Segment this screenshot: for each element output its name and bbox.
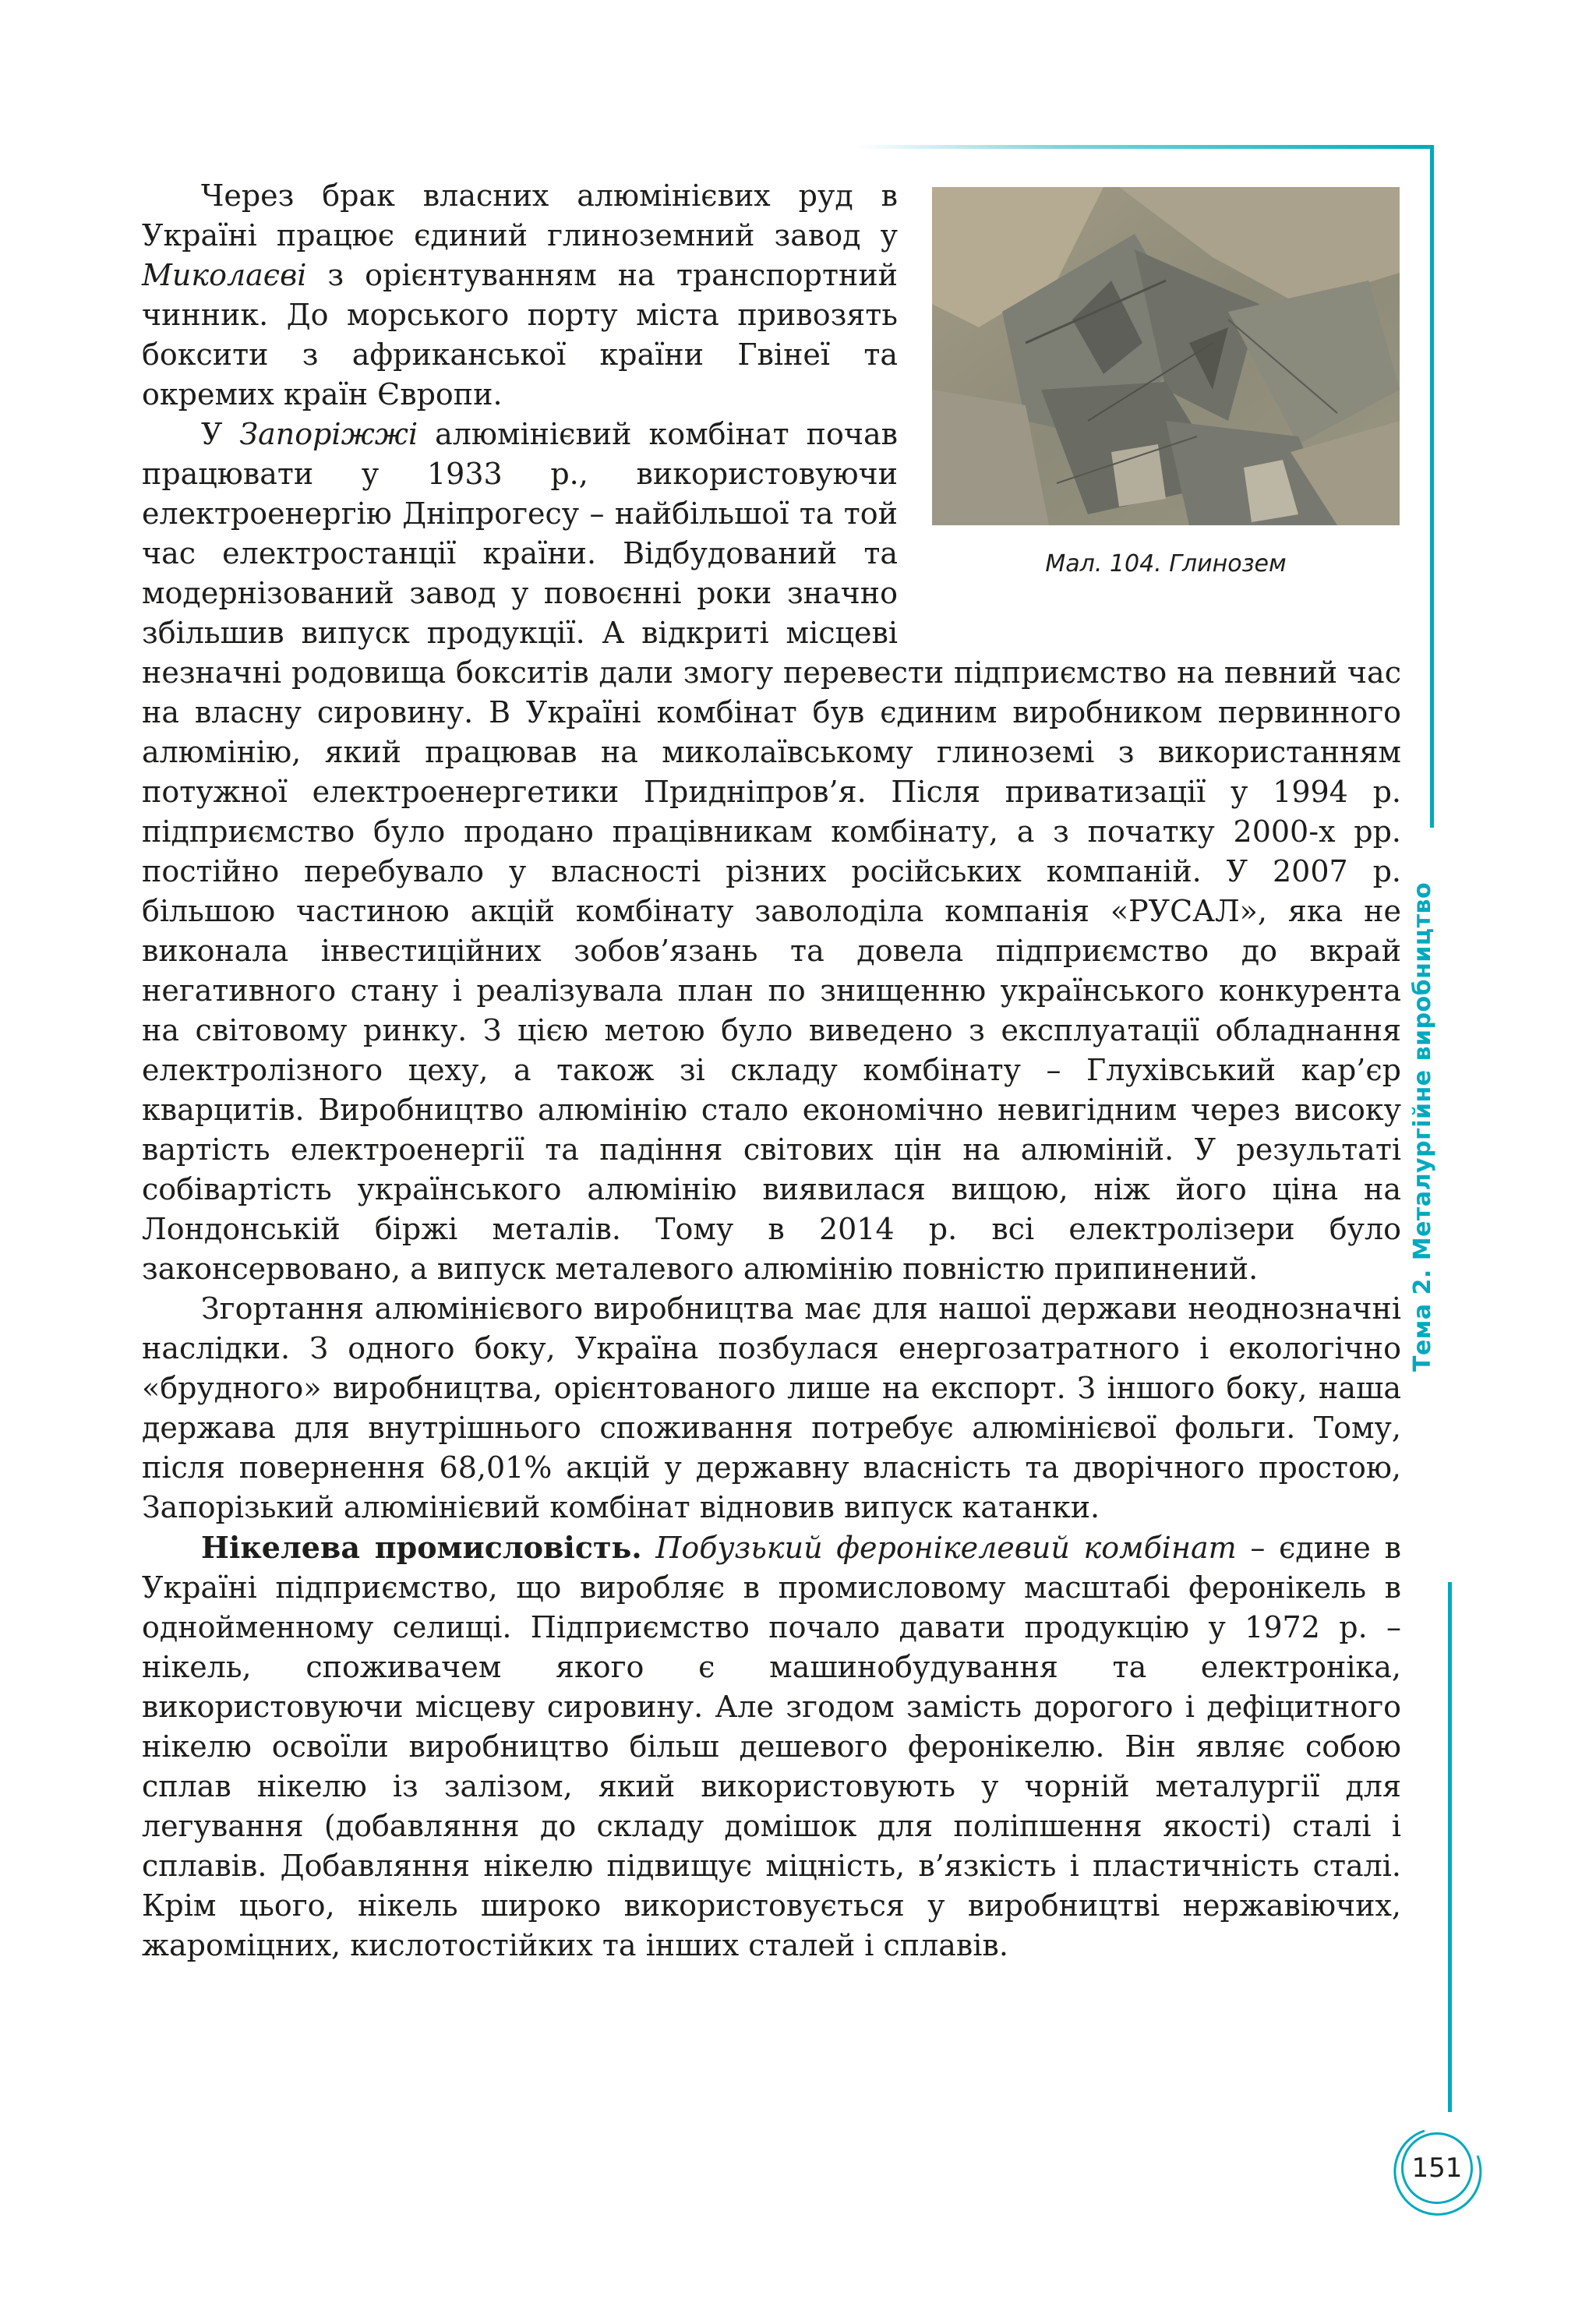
body-text [142,176,1401,1966]
right-border-line-bottom [1448,1582,1452,2112]
paragraph [142,1528,1401,1966]
top-border-line [857,145,1434,149]
figure-caption: Мал. 104. Глинозем [1045,550,1287,578]
figure-spacer [898,176,1401,639]
right-border-line-top [1430,145,1434,828]
section-side-label: Тема 2. Металургійне виробництво [1409,881,1436,1372]
text-segment: Побузький феронікелевий комбінат [655,1531,1237,1565]
paragraph-heading: Нікелева промисловість. [201,1530,642,1565]
text-segment: з орієнтуванням на транспортний чинник. До морського порту міста привозять боксити з африканської країни Гвінеї та окремих країн Європи. [142,258,898,411]
page-number-badge [1393,2125,1487,2218]
text-segment: – єдине в Україні підприємство, що виробляє в промисловому масштабі феронікель в однойменному селищі. Підприємство почало давати продукцію у 1972 р. – нікель, споживачем якого є машинобудування та електроніка, використовуючи місцеву сировину. Але згодом замість дорогого і дефіцитного нікелю освоїли виробництво більш дешевого феронікелю. Він являє собою сплав нікелю із залізом, який використовують у чорній металургії для легування (добавляння до складу домішок для поліпшення якості) сталі і сплавів. Добавляння нікелю підвищує міцність, в’язкість і пластичність сталі. Крім цього, нікель широко використовується у виробництві нержавіючих, жароміцних, кислотостійких та інших сталей і сплавів. [142,1531,1401,1962]
text-segment [642,1531,656,1565]
paragraph [142,1289,1401,1528]
text-segment: Миколаєві [142,258,307,292]
page-number: 151 [1401,2132,1473,2204]
text-segment: У [201,417,240,451]
text-segment: алюмінієвий комбінат почав працювати у 1933 р., використовуючи електроенергію Дніпрогесу – найбільшої та той час електростанції країни. Відбудований та модернізований завод у повоєнні роки значно збільшив випуск продукції. А відкриті місцеві незначні родовища бокситів дали змогу перевести підприємство на певний час на власну сировину. В Україні комбінат був єдиним виробником первинного алюмінію, який працював на миколаївському глиноземі з використанням потужної електроенергетики Придніпров’я. Після приватизації у 1994 р. підприємство було продано працівникам комбінату, а з початку 2000-х рр. постійно перебувало у власності різних російських компаній. У 2007 р. більшою частиною акцій комбінату заволоділа компанія «РУСАЛ», яка не виконала інвестиційних зобов’язань та довела підприємство до вкрай негативного стану і реалізувала план по знищенню українського конкурента на світовому ринку. З цією метою було виведено з експлуатації обладнання електролізного цеху, а також зі складу комбінату – Глухівський кар’єр кварцитів. Виробництво алюмінію стало економічно невигідним через високу вартість електроенергії та падіння світових цін на алюміній. У результаті собівартість українського алюмінію виявилася вищою, ніж його ціна на Лондонській біржі металів. Тому в 2014 р. всі електролізери було законсервовано, а випуск металевого алюмінію повністю припинений. [142,417,1401,1286]
text-segment: Згортання алюмінієвого виробництва має для нашої держави неоднозначні наслідки. З одного боку, Україна позбулася енергозатратного і екологічно «брудного» виробництва, орієнтованого лише на експорт. З іншого боку, наша держава для внутрішнього споживання потребує алюмінієвої фольги. Тому, після повернення 68,01% акцій у державну власність та дворічного простою, Запорізький алюмінієвий комбінат відновив випуск катанки. [142,1291,1401,1524]
text-segment: Запоріжжі [239,417,418,451]
text-segment: Через брак власних алюмінієвих руд в Україні працює єдиний глиноземний завод у [142,178,898,253]
